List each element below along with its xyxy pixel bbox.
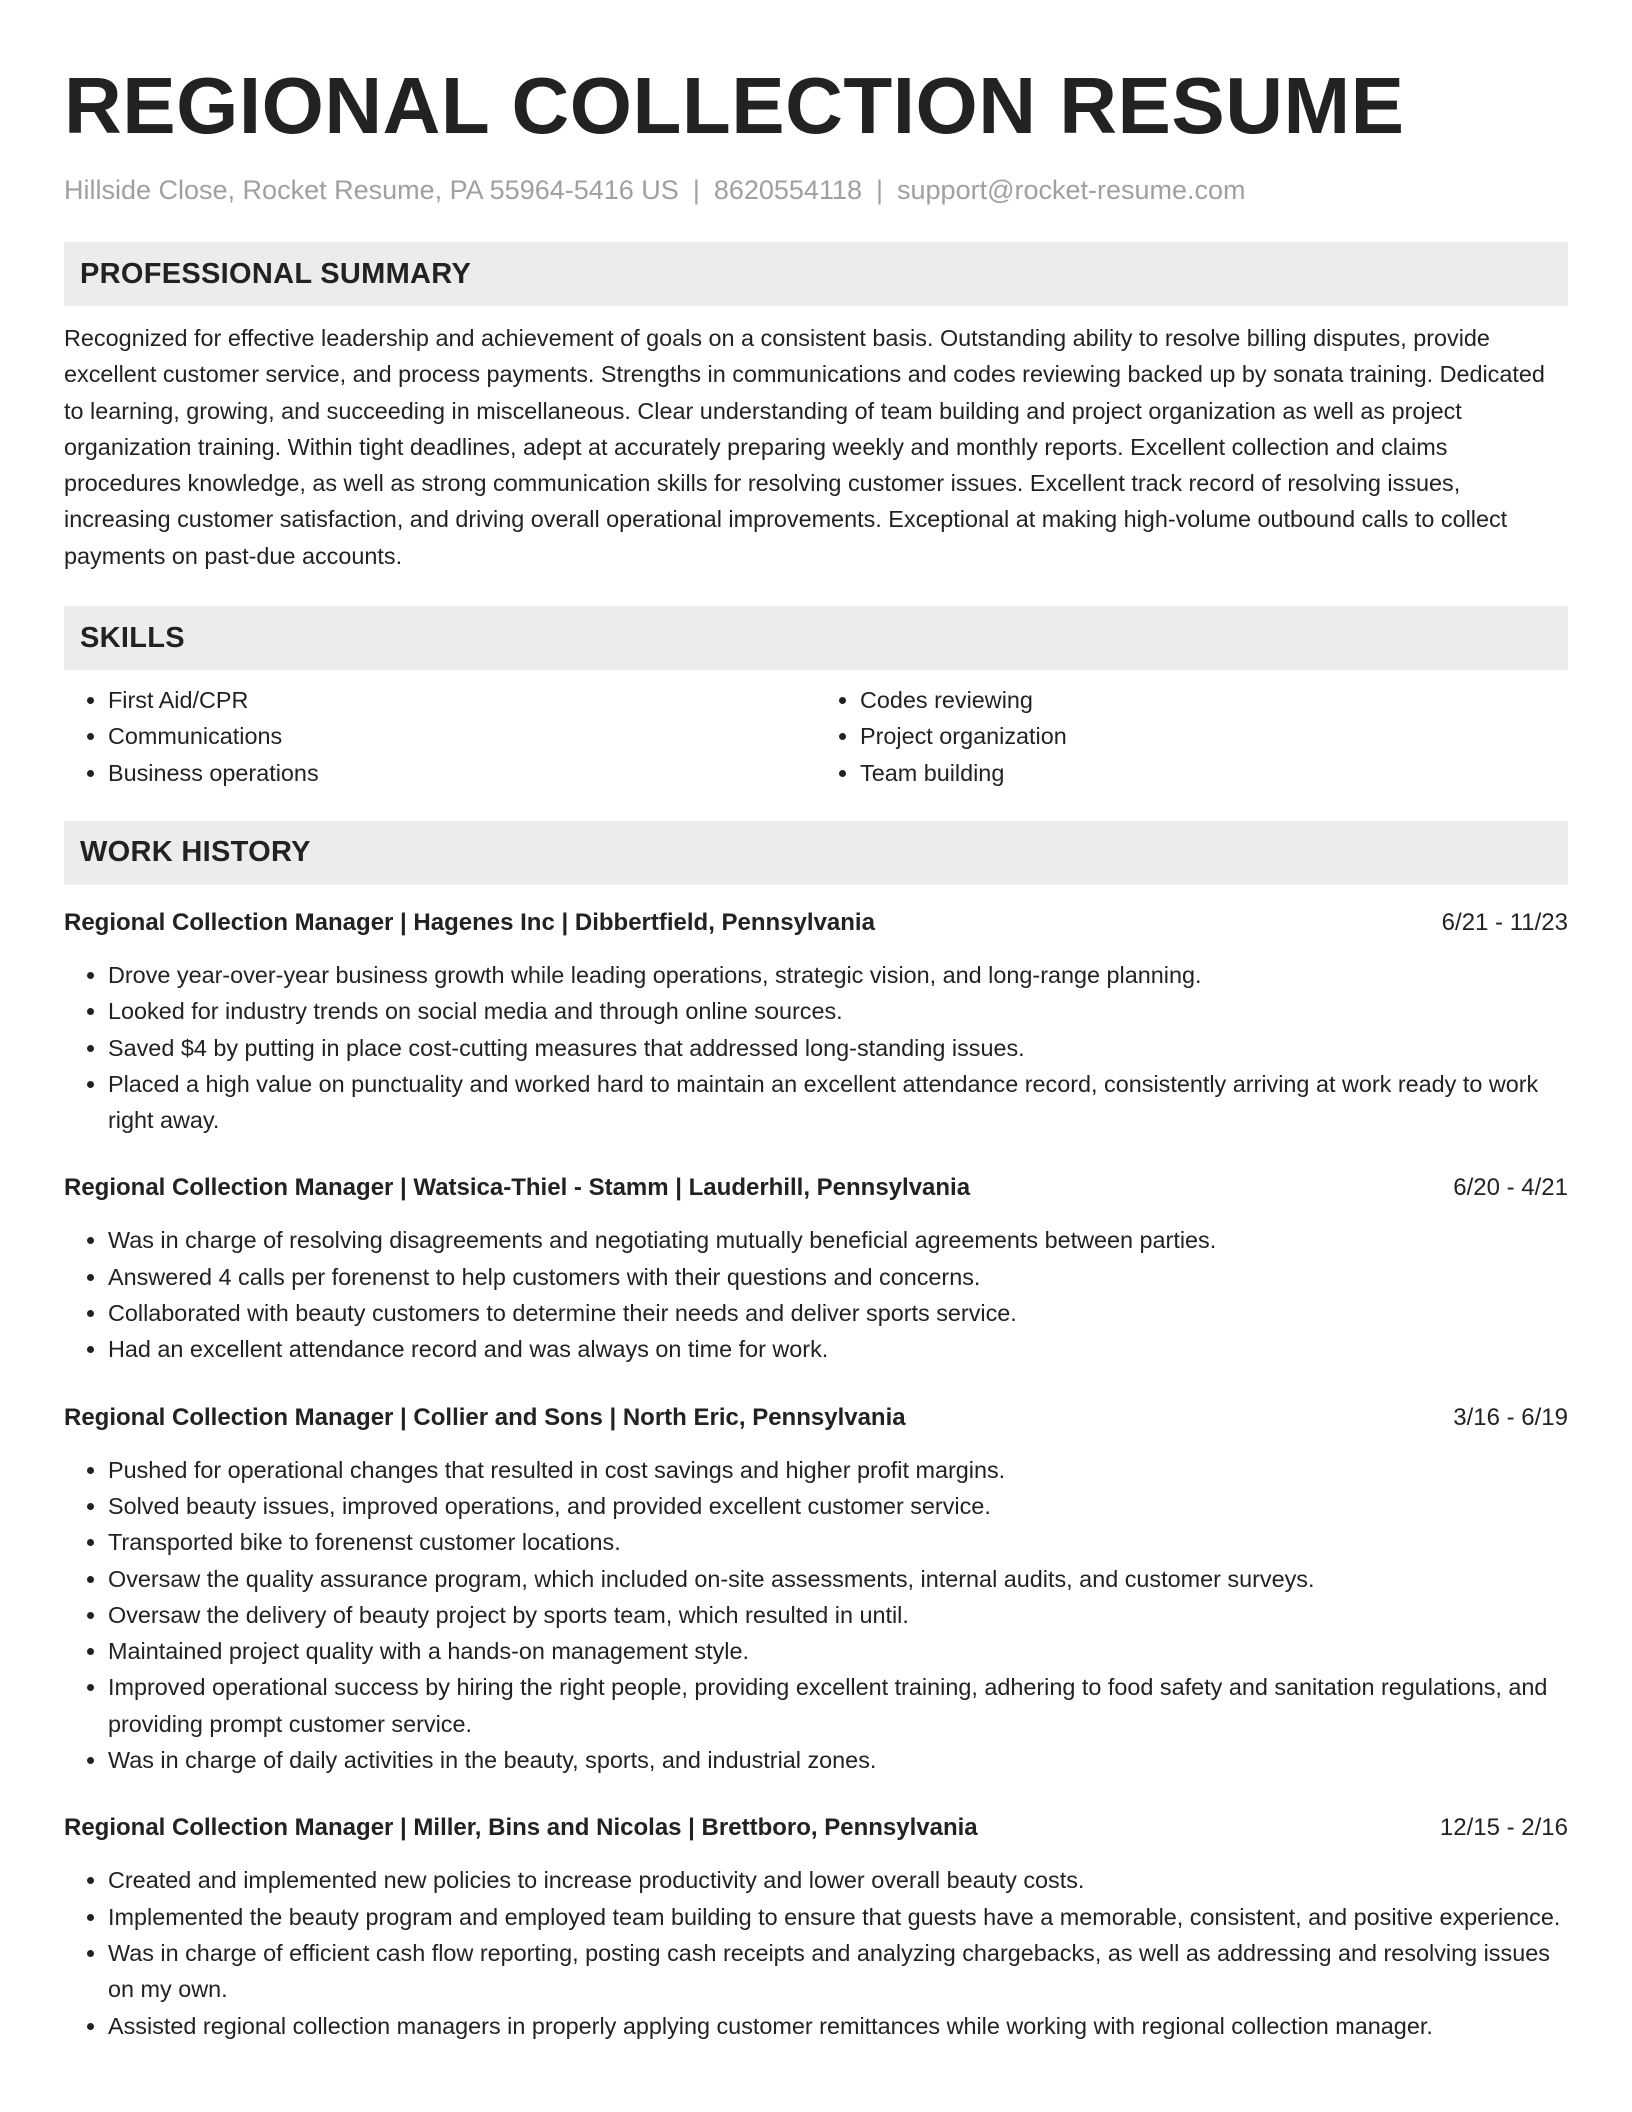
section-header-work-history: WORK HISTORY bbox=[64, 821, 1568, 885]
job-entry bbox=[64, 1810, 1568, 2043]
contact-separator: | bbox=[876, 175, 884, 205]
job-bullet: • Was in charge of daily activities in the beauty, sports, and industrial zones. bbox=[108, 1742, 1568, 1778]
job-title: Regional Collection Manager | Hagenes Inc | Dibbertfield, Pennsylvania bbox=[64, 908, 875, 936]
skill-item: • Communications bbox=[108, 718, 816, 754]
job-bullet: • Had an excellent attendance record and was always on time for work. bbox=[108, 1331, 1568, 1367]
skill-item: • Business operations bbox=[108, 755, 816, 791]
job-bullet: • Answered 4 calls per forenenst to help customers with their questions and concerns. bbox=[108, 1259, 1568, 1295]
resume-title: REGIONAL COLLECTION RESUME bbox=[64, 61, 1405, 150]
job-dates: 6/21 - 11/23 bbox=[1441, 908, 1568, 936]
job-title: Regional Collection Manager | Miller, Bins and Nicolas | Brettboro, Pennsylvania bbox=[64, 1814, 978, 1842]
job-bullets bbox=[64, 957, 1568, 1138]
section-header-summary: PROFESSIONAL SUMMARY bbox=[64, 242, 1568, 306]
job-bullet: • Pushed for operational changes that resulted in cost savings and higher profit margins. bbox=[108, 1452, 1568, 1488]
job-bullet: • Saved $4 by putting in place cost-cutting measures that addressed long-standing issues. bbox=[108, 1030, 1568, 1066]
section-header-skills: SKILLS bbox=[64, 606, 1568, 670]
job-bullets bbox=[64, 1862, 1568, 2043]
job-header bbox=[64, 1810, 1568, 1846]
skill-item: • Project organization bbox=[860, 718, 1568, 754]
job-header bbox=[64, 1170, 1568, 1206]
job-bullet: • Was in charge of resolving disagreements and negotiating mutually beneficial agreements between parties. bbox=[108, 1222, 1568, 1258]
job-dates: 6/20 - 4/21 bbox=[1453, 1174, 1568, 1202]
contact-line bbox=[64, 172, 1568, 208]
job-bullet: • Improved operational success by hiring the right people, providing excellent training, adhering to food safety and sanitation regulations, and providing prompt customer service. bbox=[108, 1669, 1568, 1742]
job-bullet: • Oversaw the delivery of beauty project by sports team, which resulted in until. bbox=[108, 1597, 1568, 1633]
job-header bbox=[64, 1400, 1568, 1436]
job-bullet: • Was in charge of efficient cash flow reporting, posting cash receipts and analyzing chargebacks, as well as addressing and resolving issues on my own. bbox=[108, 1935, 1568, 2008]
job-header bbox=[64, 905, 1568, 941]
skill-item: • Team building bbox=[860, 755, 1568, 791]
skills-column-right bbox=[816, 682, 1568, 791]
job-bullet: • Solved beauty issues, improved operations, and provided excellent customer service. bbox=[108, 1488, 1568, 1524]
job-bullet: • Transported bike to forenenst customer locations. bbox=[108, 1524, 1568, 1560]
job-bullets bbox=[64, 1222, 1568, 1367]
skills-list bbox=[64, 682, 1568, 791]
job-entry bbox=[64, 1170, 1568, 1367]
job-bullet: • Looked for industry trends on social media and through online sources. bbox=[108, 993, 1568, 1029]
skill-item: • First Aid/CPR bbox=[108, 682, 816, 718]
job-bullet: • Assisted regional collection managers in properly applying customer remittances while working with regional collection manager. bbox=[108, 2008, 1568, 2044]
job-bullet: • Placed a high value on punctuality and worked hard to maintain an excellent attendance record, consistently arriving at work ready to work right away. bbox=[108, 1066, 1568, 1139]
job-bullet: • Collaborated with beauty customers to determine their needs and deliver sports service. bbox=[108, 1295, 1568, 1331]
contact-separator: | bbox=[692, 175, 700, 205]
contact-email: support@rocket-resume.com bbox=[897, 175, 1246, 205]
job-bullet: • Maintained project quality with a hands-on management style. bbox=[108, 1633, 1568, 1669]
job-title: Regional Collection Manager | Collier and Sons | North Eric, Pennsylvania bbox=[64, 1403, 906, 1431]
job-dates: 3/16 - 6/19 bbox=[1453, 1403, 1568, 1431]
job-entry bbox=[64, 1400, 1568, 1779]
job-bullet: • Created and implemented new policies to increase productivity and lower overall beauty costs. bbox=[108, 1862, 1568, 1898]
contact-address: Hillside Close, Rocket Resume, PA 55964-5416 US bbox=[64, 175, 679, 205]
job-bullet: • Implemented the beauty program and employed team building to ensure that guests have a memorable, consistent, and positive experience. bbox=[108, 1899, 1568, 1935]
job-bullet: • Oversaw the quality assurance program, which included on-site assessments, internal audits, and customer surveys. bbox=[108, 1561, 1568, 1597]
contact-phone: 8620554118 bbox=[713, 175, 862, 205]
job-entry bbox=[64, 905, 1568, 1138]
job-bullets bbox=[64, 1452, 1568, 1779]
job-title: Regional Collection Manager | Watsica-Thiel - Stamm | Lauderhill, Pennsylvania bbox=[64, 1174, 971, 1202]
skills-column-left bbox=[64, 682, 816, 791]
skill-item: • Codes reviewing bbox=[860, 682, 1568, 718]
job-bullet: • Drove year-over-year business growth while leading operations, strategic vision, and long-range planning. bbox=[108, 957, 1568, 993]
job-dates: 12/15 - 2/16 bbox=[1439, 1814, 1568, 1842]
summary-text: Recognized for effective leadership and achievement of goals on a consistent basis. Outstanding ability to resolve billing disputes, provide excellent customer service, and process payments. Strengths in communications and codes reviewing backed up by sonata training. Dedicated to learning, growing, and succeeding in miscellaneous. Clear understanding of team building and project organization as well as project organization training. Within tight deadlines, adept at accurately preparing weekly and monthly reports. Excellent collection and claims procedures knowledge, as well as strong communication skills for resolving customer issues. Excellent track record of resolving issues, increasing customer satisfaction, and driving overall operational improvements. Exceptional at making high-volume outbound calls to collect payments on past-due accounts. bbox=[64, 325, 1545, 569]
